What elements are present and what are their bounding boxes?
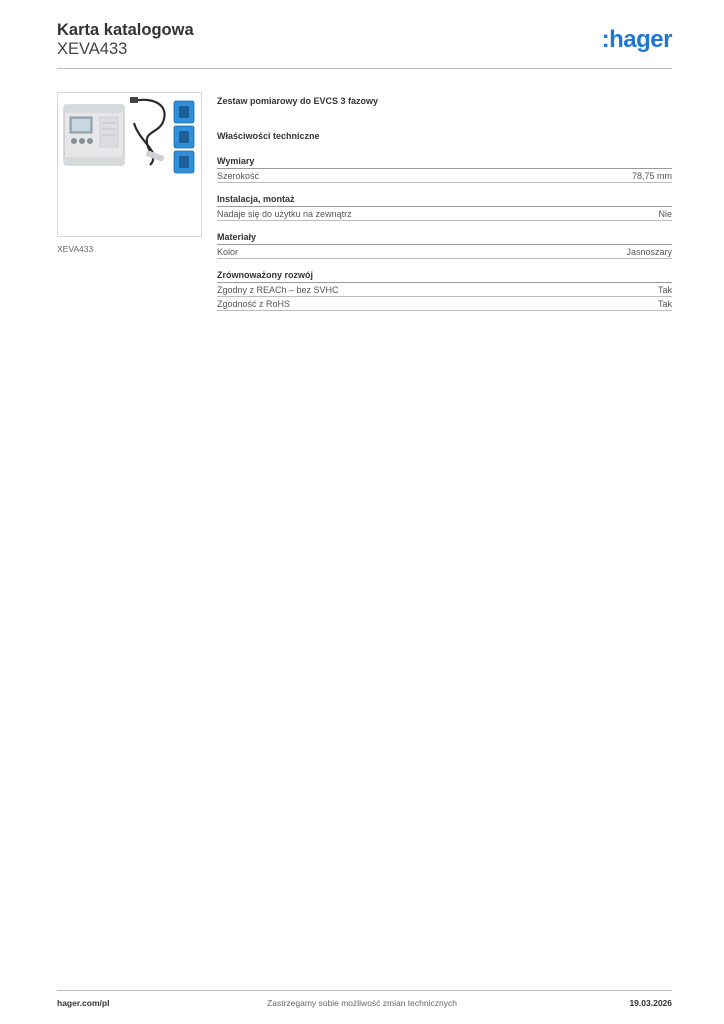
footer-disclaimer: Zastrzegamy sobie możliwość zmian technicznych xyxy=(267,998,457,1008)
property-value: Tak xyxy=(657,299,672,309)
property-row xyxy=(217,169,672,183)
property-label: Zgodny z REACh – bez SVHC xyxy=(217,285,339,295)
page-title: Karta katalogowa xyxy=(57,21,194,39)
group-title: Instalacja, montaż xyxy=(217,193,672,207)
property-label: Kolor xyxy=(217,247,239,257)
property-value: 78,75 mm xyxy=(631,171,672,181)
property-label: Zgodność z RoHS xyxy=(217,299,291,309)
logo-text: hager xyxy=(609,26,672,53)
property-row xyxy=(217,207,672,221)
property-value: Tak xyxy=(657,285,672,295)
product-details xyxy=(217,95,672,321)
product-name: Zestaw pomiarowy do EVCS 3 fazowy xyxy=(217,96,379,106)
property-value: Jasnoszary xyxy=(626,247,672,257)
footer-website-link[interactable]: hager.com/pl xyxy=(57,998,110,1008)
property-group-sustainability xyxy=(217,269,672,311)
header-divider xyxy=(57,68,672,69)
logo-mark: : xyxy=(601,26,610,53)
property-row xyxy=(217,297,672,311)
hager-logo xyxy=(602,28,672,52)
product-image xyxy=(57,92,202,237)
property-label: Nadaje się do użytku na zewnątrz xyxy=(217,209,352,219)
property-row xyxy=(217,245,672,259)
property-group-installation xyxy=(217,193,672,221)
product-code-heading: XEVA433 xyxy=(57,40,128,58)
group-title: Materiały xyxy=(217,231,672,245)
footer-date: 19.03.2026 xyxy=(629,998,672,1008)
property-group-dimensions xyxy=(217,155,672,183)
footer-divider xyxy=(57,990,672,991)
property-row xyxy=(217,283,672,297)
image-caption: XEVA433 xyxy=(57,244,94,254)
group-title: Wymiary xyxy=(217,155,672,169)
property-value: Nie xyxy=(658,209,672,219)
property-group-materials xyxy=(217,231,672,259)
technical-properties-heading: Właściwości techniczne xyxy=(217,131,320,141)
group-title: Zrównoważony rozwój xyxy=(217,269,672,283)
energy-meter-kit-illustration xyxy=(58,93,201,236)
property-label: Szerokość xyxy=(217,171,260,181)
